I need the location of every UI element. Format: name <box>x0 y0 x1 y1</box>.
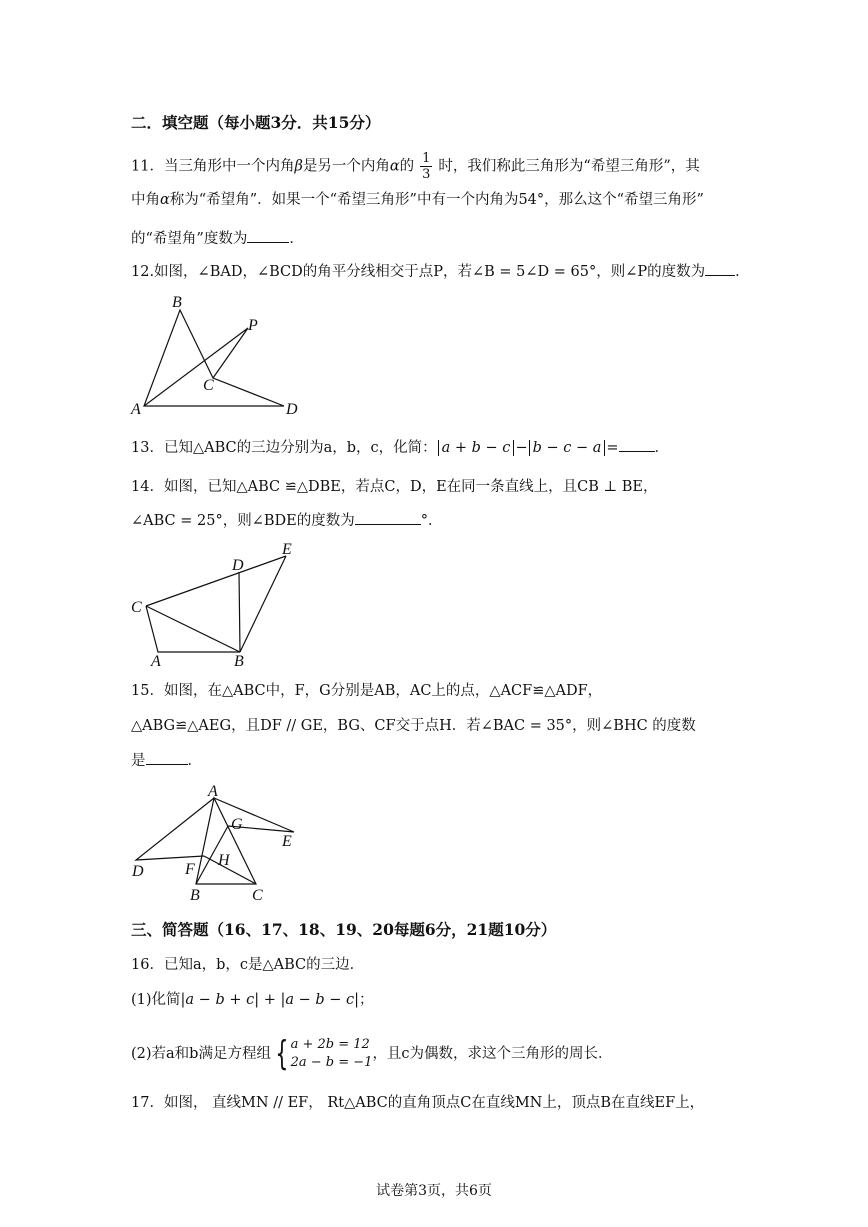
q12-bisector-cp <box>213 328 248 378</box>
q15-label-h: H <box>218 852 230 869</box>
q12-label-d: D <box>286 401 298 418</box>
q16-line-3: (2)若a和b满足方程组 { a + 2b = 12 2a − b = −1 ，且c为偶数，求这个三角形的周长． <box>131 1034 613 1074</box>
equation-1: a + 2b = 12 <box>290 1037 370 1052</box>
q14-line-2: ∠ABC = 25°，则∠BDE的度数为 °． <box>131 510 442 531</box>
q15-line-1: 15．如图，在△ABC中，F，G分别是AB，AC上的点，△ACF≌△ADF， <box>131 683 603 699</box>
q14-label-e: E <box>282 541 292 558</box>
answer-blank <box>146 750 188 765</box>
q15-triangle-aeg <box>214 798 294 832</box>
q15-label-f: F <box>185 861 195 878</box>
q15-label-b: B <box>190 887 200 904</box>
q15-line-3: 是 ． <box>131 750 202 771</box>
abs-expression-1: a + b − c <box>438 440 515 456</box>
q14-label-d: D <box>232 557 244 574</box>
q14-figure <box>128 540 303 672</box>
equation-2: 2a − b = −1 <box>290 1055 373 1070</box>
section-2-heading: 二．填空题（每小题3分．共15分） <box>131 113 381 132</box>
q14-label-b: B <box>234 653 244 670</box>
q12-bisector-ap <box>144 328 248 406</box>
q15-label-e: E <box>282 833 292 850</box>
answer-blank <box>355 510 421 525</box>
answer-blank <box>247 228 289 243</box>
equation-system: { a + 2b = 12 2a − b = −1 <box>275 1034 373 1074</box>
q12-text: 12.如图，∠BAD，∠BCD的角平分线相交于点P，若∠B = 5∠D = 65°，则∠P的度数为 ． <box>131 261 750 282</box>
q15-triangle-abc <box>196 798 256 884</box>
q14-line-1: 14．如图，已知△ABC ≌△DBE，若点C，D，E在同一条直线上，且CB ⊥ BE， <box>131 479 658 495</box>
q15-line-2: △ABG≌△AEG，且DF // GE，BG、CF交于点H．若∠BAC = 35°，则∠BHC 的度数 <box>131 718 696 734</box>
q15-figure <box>128 780 308 905</box>
q14-label-c: C <box>131 599 142 616</box>
answer-blank <box>619 437 655 452</box>
q16-line-2: (1)化简|a − b + c| + |a − b − c|； <box>131 992 374 1008</box>
abs-expression-2: b − c − a <box>529 440 606 456</box>
q14-label-a: A <box>151 653 161 670</box>
q11-line-1: 11．当三角形中一个内角β是另一个内角α的 $\frac{1}{3}$ 时，我们称此三角形为“希望三角形”，其 <box>131 151 700 182</box>
q12-label-b: B <box>172 294 182 311</box>
q12-label-c: C <box>203 377 214 394</box>
q17-line-1: 17．如图， 直线MN // EF， Rt△ABC的直角顶点C在直线MN上，顶点B在直线EF上， <box>131 1095 705 1111</box>
q14-triangle-abc <box>146 606 240 652</box>
q12-label-a: A <box>131 401 141 418</box>
section-3-heading: 三、简答题（16、17、18、19、20每题6分，21题10分） <box>131 920 557 939</box>
q14-segment-bd <box>239 572 240 652</box>
q11-line-2: 中角α称为“希望角”．如果一个“希望三角形”中有一个内角为54°，那么这个“希望三角形” <box>131 192 704 208</box>
q12-label-p: P <box>248 317 258 334</box>
q15-label-g: G <box>231 816 243 833</box>
q15-label-d: D <box>132 863 144 880</box>
q15-triangle-adf <box>136 798 214 860</box>
answer-blank <box>705 261 735 276</box>
q15-label-a: A <box>208 783 218 800</box>
q15-label-c: C <box>252 887 263 904</box>
q15-segment-cf <box>204 856 256 884</box>
fraction-one-third: $\frac{1}{3}$ <box>422 151 431 182</box>
q11-line-3: 的“希望角”度数为 ． <box>131 228 304 249</box>
q13-text: 13．已知△ABC的三边分别为a，b，c，化简： a + b − c − b − c − a = ． <box>131 437 669 458</box>
q12-quadrilateral <box>144 310 284 406</box>
q12-figure <box>128 290 308 420</box>
q16-line-1: 16．已知a，b，c是△ABC的三边． <box>131 957 365 973</box>
page-footer: 试卷第3页，共6页 <box>376 1183 492 1199</box>
